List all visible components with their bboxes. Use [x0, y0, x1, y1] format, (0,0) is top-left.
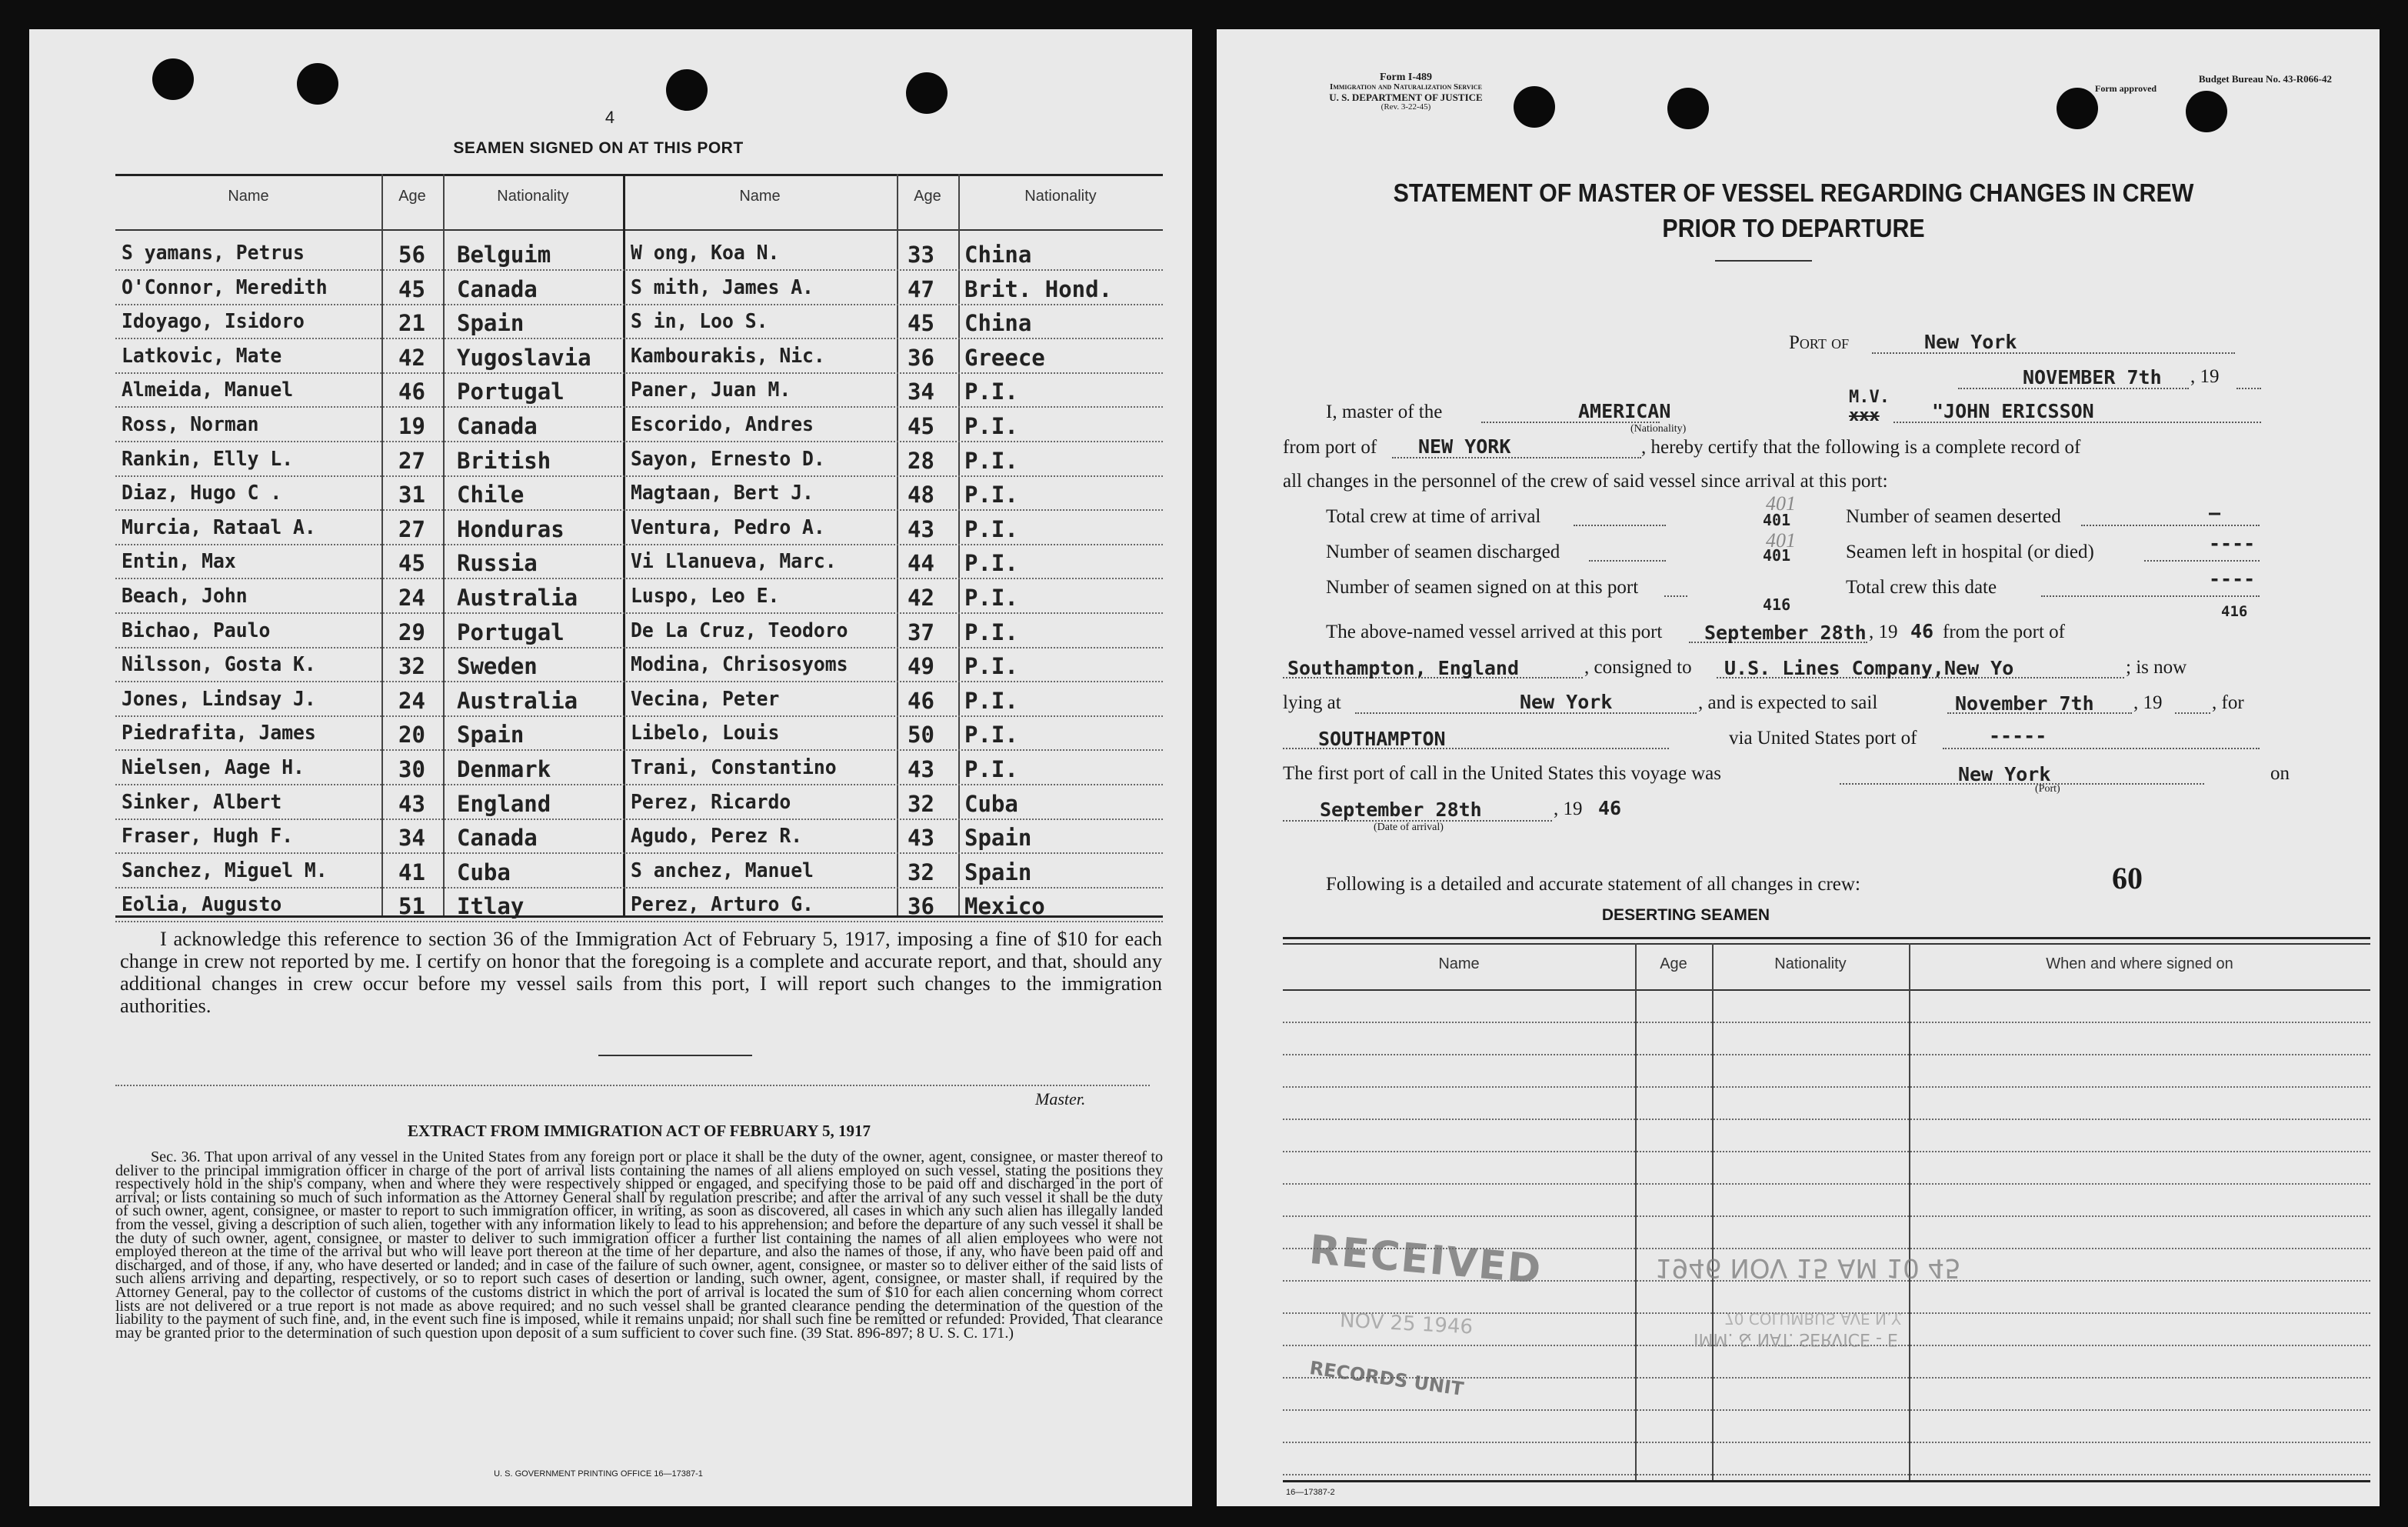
- crew-cell-n2: Trani, Constantino: [631, 756, 837, 779]
- crew-cell-a2: 43: [908, 825, 934, 852]
- crew-cell-a1: 45: [398, 550, 425, 577]
- crew-cell-a2: 43: [908, 756, 934, 782]
- crew-cell-a1: 45: [398, 275, 425, 302]
- crew-cell-n1: Ross, Norman: [122, 413, 259, 436]
- mirrored-date-stamp: 1946 NOV 15 AM 10 45: [1655, 1252, 1961, 1283]
- crew-cell-n2: Vi Llanueva, Marc.: [631, 550, 837, 574]
- crew-cell-n2: Kambourakis, Nic.: [631, 344, 825, 368]
- punch-hole-2: [297, 63, 338, 105]
- crew-cell-c1: Russia: [457, 550, 538, 577]
- arrived-date: September 28th: [1704, 622, 1867, 644]
- master-of-the-label: I, master of the: [1326, 402, 1443, 422]
- budget-number: Budget Bureau No. 43-R066-42: [2198, 73, 2332, 85]
- following-text: Following is a detailed and accurate statement of all changes in crew:: [1326, 874, 1860, 895]
- crew-cell-c1: Canada: [457, 413, 538, 439]
- port-of-label: Port of: [1789, 332, 1850, 353]
- crew-cell-c1: Itlay: [457, 893, 525, 920]
- crew-cell-a2: 49: [908, 653, 934, 680]
- crew-cell-n1: Bichao, Paulo: [122, 618, 271, 642]
- date-caption: (Date of arrival): [1374, 822, 1444, 833]
- master-signature-label: Master.: [1035, 1089, 1086, 1109]
- first-date-value: September 28th: [1320, 799, 1482, 821]
- vessel-name: "JOHN ERICSSON: [1932, 400, 2094, 422]
- crew-cell-a1: 19: [398, 413, 425, 439]
- crew-cell-c1: Denmark: [457, 756, 551, 782]
- section-title: SEAMEN SIGNED ON AT THIS PORT: [453, 139, 744, 157]
- crew-cell-a2: 45: [908, 310, 934, 337]
- table-row-rule: [115, 921, 1163, 922]
- column-header-4: Age: [914, 188, 941, 205]
- crew-cell-a1: 29: [398, 618, 425, 645]
- crew-cell-a1: 20: [398, 722, 425, 748]
- deserting-row-rule: [1283, 1442, 2370, 1443]
- acknowledgement-text: I acknowledge this reference to section 36 of the Immigration Act of February 5, 1917, imposing a fine of $10 for each change in crew not reported by me. I certify on honor that the foregoing is a complete and accurate report, and that, should any additional changes in crew occur before my vessel sails from this port, I will report such changes to the immigration authorities.: [120, 927, 1162, 1017]
- form-revision: (Rev. 3-22-45): [1381, 102, 1431, 112]
- deserting-row-rule: [1283, 1054, 2370, 1055]
- punch-hole-6: [1667, 88, 1709, 129]
- extract-text: Sec. 36. That upon arrival of any vessel in the United States from any foreign port or place it shall be the duty of the owner, agent, consignee, or master thereof to deliver to the principal immigration officer in charge of the port of arrival lists containing the names of all aliens employed on such vessel, stating the positions they respectively hold in the ship's company, when and where they were respectively shipped or engaged, and specifying those to be paid off and discharged in the port of arrival; or lists containing so much of such information as the Attorney General shall by regulation prescribe; and after the arrival of any such vessel it shall be the duty of such owner, agent, consignee, or master to report to such immigration officer, in writing, as soon as discovered, all cases in which any such alien has illegally landed from the vessel, giving a description of such alien, together with any information likely to lead to his apprehension; and before the departure of any such vessel it shall be the duty of such owner, agent, consignee, or master to deliver to such immigration officer a further list containing the names of all alien employees who were not employed thereon at the time of the arrival but who will leave port thereon at the time of her departure, and also the names of those, if any, who have been paid off and discharged, and of those, if any, who have deserted or landed; and in case of the failure of such owner, agent, consignee, or master so to deliver either of the said lists of such aliens arriving and departing, respectively, or so to report such cases of desertion or landing, such owner, agent, consignee, or master shall, if required by the Attorney General, pay to the collector of customs of the customs district in which the port of arrival is located the sum of $10 for each alien concerning whom correct lists are not delivered or a true report is not made as above required; and no such vessel shall be granted clearance pending the determination of the question of the liability to the payment of such fine, and, in the event such fine is imposed, while it remains unpaid; nor shall such fine be remitted or refunded: Provided, That clearance may be granted prior to the determination of such question upon deposit of a sum sufficient to cover such fine. (39 Stat. 896-897; 8 U. S. C. 171.): [115, 1149, 1163, 1342]
- signed-on-value: 416: [1763, 595, 1791, 614]
- crew-cell-n2: Paner, Juan M.: [631, 378, 791, 402]
- crew-cell-a1: 32: [398, 653, 425, 680]
- consignee: U.S. Lines Company,New Yo: [1724, 657, 2014, 679]
- crew-cell-c2: Mexico: [964, 893, 1045, 920]
- column-header-1: Age: [398, 188, 426, 205]
- deserting-column-header-1: Age: [1660, 955, 1687, 972]
- crew-cell-a2: 48: [908, 482, 934, 508]
- crew-cell-c2: China: [964, 310, 1032, 337]
- crew-cell-n1: Nilsson, Gosta K.: [122, 653, 316, 677]
- received-stamp: RECEIVED: [1307, 1226, 1544, 1294]
- deserting-row-rule: [1283, 1119, 2370, 1120]
- crew-cell-a2: 50: [908, 722, 934, 748]
- for-label: , for: [2212, 692, 2244, 713]
- year-suffix: , 19: [2190, 366, 2220, 387]
- right-footer: 16—17387-2: [1286, 1488, 1335, 1497]
- vessel-type-struck: xxx: [1849, 406, 1880, 425]
- crew-cell-a2: 42: [908, 585, 934, 611]
- crew-cell-a2: 32: [908, 790, 934, 817]
- deserting-row-rule: [1283, 1409, 2370, 1411]
- service-name: Immigration and Naturalization Service: [1330, 82, 1482, 92]
- port-caption: (Port): [2035, 783, 2060, 795]
- right-page: [1217, 29, 2380, 1506]
- deserting-row-rule: [1283, 1183, 2370, 1185]
- from-the-port-of: from the port of: [1943, 622, 2065, 642]
- table-row-rule: [115, 578, 1163, 579]
- first-port-value: New York: [1958, 763, 2051, 785]
- discharged-value: 401: [1763, 546, 1791, 565]
- crew-cell-c2: P.I.: [964, 618, 1018, 645]
- crew-cell-a2: 47: [908, 275, 934, 302]
- on-label: on: [2270, 763, 2290, 784]
- arrived-year: 46: [1910, 620, 1934, 642]
- left-footer: U. S. GOVERNMENT PRINTING OFFICE 16—17387-1: [494, 1469, 703, 1479]
- crew-cell-c2: P.I.: [964, 756, 1018, 782]
- table-row-rule: [115, 475, 1163, 477]
- date-value: NOVEMBER 7th: [2023, 366, 2162, 388]
- form-title: [1334, 175, 2253, 246]
- crew-cell-n1: Piedrafita, James: [122, 722, 316, 745]
- crew-cell-c1: Australia: [457, 687, 578, 714]
- crew-cell-n1: Entin, Max: [122, 550, 236, 574]
- crew-cell-c2: Greece: [964, 344, 1045, 371]
- certify-text: , hereby certify that the following is a complete record of: [1641, 437, 2081, 458]
- deserting-row-rule: [1283, 1474, 2370, 1475]
- table-row-rule: [115, 406, 1163, 408]
- lying-at-label: lying at: [1283, 692, 1341, 713]
- crew-cell-a1: 27: [398, 515, 425, 542]
- deserting-row-rule: [1283, 1022, 2370, 1023]
- column-header-2: Nationality: [497, 188, 569, 205]
- column-header-0: Name: [228, 188, 269, 205]
- crew-cell-a1: 24: [398, 687, 425, 714]
- crew-cell-n2: Perez, Ricardo: [631, 790, 791, 814]
- crew-cell-c2: P.I.: [964, 687, 1018, 714]
- crew-cell-c2: P.I.: [964, 413, 1018, 439]
- total-crew-arrival-label: Total crew at time of arrival: [1326, 506, 1541, 527]
- deserting-column-header-2: Nationality: [1774, 955, 1847, 972]
- handwritten-number: 60: [2112, 861, 2143, 895]
- page-number: 4: [604, 108, 615, 127]
- crew-cell-c2: P.I.: [964, 378, 1018, 405]
- table-row-rule: [115, 647, 1163, 648]
- signed-on-label: Number of seamen signed on at this port: [1326, 577, 1639, 598]
- crew-cell-n2: S mith, James A.: [631, 275, 814, 299]
- crew-cell-c1: Portugal: [457, 618, 565, 645]
- crew-cell-n2: S anchez, Manuel: [631, 859, 814, 882]
- crew-cell-a1: 56: [398, 242, 425, 268]
- deserting-row-rule: [1283, 1086, 2370, 1088]
- crew-cell-c1: Honduras: [457, 515, 565, 542]
- nationality-caption: (Nationality): [1630, 423, 1687, 435]
- crew-cell-a1: 34: [398, 825, 425, 852]
- crew-cell-a1: 27: [398, 447, 425, 474]
- crew-cell-c2: Brit. Hond.: [964, 275, 1113, 302]
- table-row-rule: [115, 784, 1163, 785]
- sail-date: November 7th: [1955, 692, 2094, 715]
- crew-cell-n2: Agudo, Perez R.: [631, 825, 803, 849]
- destination: SOUTHAMPTON: [1318, 728, 1446, 750]
- arrived-year-prefix: , 19: [1869, 622, 1898, 642]
- left-page: [29, 29, 1192, 1506]
- crew-cell-c1: Spain: [457, 310, 525, 337]
- crew-cell-n1: S yamans, Petrus: [122, 242, 305, 265]
- crew-cell-n1: Beach, John: [122, 585, 248, 608]
- port-of-value: New York: [1924, 331, 2017, 353]
- records-unit-stamp: RECORDS UNIT: [1308, 1357, 1465, 1400]
- vessel-type: M.V.: [1849, 388, 1890, 407]
- via-us-port-label: via United States port of: [1729, 728, 1917, 748]
- first-year-prefix: , 19: [1554, 799, 1583, 819]
- crew-cell-c1: Canada: [457, 825, 538, 852]
- table-row-rule: [115, 304, 1163, 305]
- crew-cell-c1: Sweden: [457, 653, 538, 680]
- deserting-row-rule: [1283, 1151, 2370, 1152]
- punch-hole-1: [152, 58, 194, 100]
- crew-cell-a2: 33: [908, 242, 934, 268]
- crew-cell-n1: Almeida, Manuel: [122, 378, 294, 402]
- table-row-rule: [115, 441, 1163, 442]
- form-number: Form I-489: [1379, 72, 1433, 83]
- crew-cell-a2: 37: [908, 618, 934, 645]
- total-crew-date-extra: 416: [2221, 603, 2248, 620]
- crew-cell-c1: Chile: [457, 482, 525, 508]
- crew-cell-c1: Canada: [457, 275, 538, 302]
- received-stamp-date: NOV 25 1946: [1339, 1309, 1474, 1339]
- crew-cell-a1: 30: [398, 756, 425, 782]
- crew-cell-n2: Sayon, Ernesto D.: [631, 447, 825, 471]
- crew-cell-a2: 45: [908, 413, 934, 439]
- deserting-column-header-3: When and where signed on: [2046, 955, 2233, 972]
- crew-cell-a2: 43: [908, 515, 934, 542]
- crew-cell-n1: O'Connor, Meredith: [122, 275, 328, 299]
- column-header-3: Name: [739, 188, 781, 205]
- crew-cell-a1: 46: [398, 378, 425, 405]
- crew-cell-a2: 44: [908, 550, 934, 577]
- crew-cell-c2: P.I.: [964, 653, 1018, 680]
- via-value: -----: [1989, 725, 2047, 747]
- crew-cell-a1: 31: [398, 482, 425, 508]
- crew-cell-a1: 51: [398, 893, 425, 920]
- deserted-label: Number of seamen deserted: [1846, 506, 2061, 527]
- crew-cell-c2: P.I.: [964, 482, 1018, 508]
- crew-cell-c1: Spain: [457, 722, 525, 748]
- table-row-rule: [115, 544, 1163, 545]
- all-changes-text: all changes in the personnel of the crew of said vessel since arrival at this port:: [1283, 471, 1888, 492]
- table-row-rule: [115, 715, 1163, 717]
- crew-cell-a2: 32: [908, 859, 934, 885]
- crew-cell-c2: Spain: [964, 859, 1032, 885]
- crew-cell-c2: P.I.: [964, 585, 1018, 611]
- crew-cell-c2: P.I.: [964, 447, 1018, 474]
- crew-cell-n2: Libelo, Louis: [631, 722, 780, 745]
- table-row-rule: [115, 852, 1163, 854]
- column-header-5: Nationality: [1024, 188, 1097, 205]
- crew-cell-n1: Fraser, Hugh F.: [122, 825, 294, 849]
- table-row-rule: [115, 819, 1163, 820]
- table-row-rule: [115, 612, 1163, 614]
- table-row-rule: [115, 887, 1163, 889]
- table-row-rule: [115, 372, 1163, 374]
- lying-at-value: New York: [1520, 691, 1613, 713]
- crew-cell-c1: Belguim: [457, 242, 551, 268]
- first-port-text: The first port of call in the United States this voyage was: [1283, 763, 1722, 784]
- table-row-rule: [115, 749, 1163, 751]
- discharged-label: Number of seamen discharged: [1326, 542, 1560, 562]
- crew-cell-n2: De La Cruz, Teodoro: [631, 618, 848, 642]
- crew-cell-n2: Modina, Chrisosyoms: [631, 653, 848, 677]
- table-row-rule: [115, 681, 1163, 682]
- form-title-line2: PRIOR TO DEPARTURE: [1662, 214, 1925, 242]
- crew-cell-n1: Idoyago, Isidoro: [122, 310, 305, 334]
- extract-title: EXTRACT FROM IMMIGRATION ACT OF FEBRUARY 5, 1917: [407, 1122, 871, 1140]
- crew-cell-c2: Cuba: [964, 790, 1018, 817]
- deserting-column-header-0: Name: [1438, 955, 1480, 972]
- crew-cell-n2: W ong, Koa N.: [631, 242, 780, 265]
- total-crew-arrival-handwritten: 401: [1766, 492, 1796, 515]
- is-now-label: ; is now: [2126, 657, 2187, 678]
- department-name: U. S. DEPARTMENT OF JUSTICE: [1329, 92, 1483, 103]
- from-port-label: from port of: [1283, 437, 1377, 458]
- crew-cell-n2: Magtaan, Bert J.: [631, 482, 814, 505]
- crew-cell-n1: Jones, Lindsay J.: [122, 687, 316, 711]
- from-port-value: NEW YORK: [1418, 435, 1511, 458]
- crew-cell-a2: 36: [908, 893, 934, 920]
- crew-cell-c1: Australia: [457, 585, 578, 611]
- crew-cell-a2: 46: [908, 687, 934, 714]
- deserting-title: DESERTING SEAMEN: [1601, 906, 1770, 924]
- expected-sail-label: , and is expected to sail: [1698, 692, 1878, 713]
- crew-cell-n2: Ventura, Pedro A.: [631, 515, 825, 539]
- crew-cell-a1: 42: [398, 344, 425, 371]
- crew-cell-c1: British: [457, 447, 551, 474]
- punch-hole-7: [2057, 88, 2098, 129]
- table-row-rule: [115, 269, 1163, 271]
- crew-cell-a1: 24: [398, 585, 425, 611]
- crew-cell-n2: S in, Loo S.: [631, 310, 768, 334]
- deserting-row-rule: [1283, 1215, 2370, 1217]
- crew-cell-n1: Murcia, Rataal A.: [122, 515, 316, 539]
- punch-hole-3: [666, 69, 708, 111]
- budget-block: [2086, 74, 2332, 94]
- crew-cell-c2: P.I.: [964, 515, 1018, 542]
- crew-cell-n2: Escorido, Andres: [631, 413, 814, 436]
- crew-cell-a1: 21: [398, 310, 425, 337]
- arrived-text: The above-named vessel arrived at this port: [1326, 622, 1663, 642]
- crew-cell-c2: P.I.: [964, 722, 1018, 748]
- form-title-line1: STATEMENT OF MASTER OF VESSEL REGARDING CHANGES IN CREW: [1393, 178, 2194, 207]
- crew-cell-n1: Diaz, Hugo C .: [122, 482, 282, 505]
- crew-cell-c1: England: [457, 790, 551, 817]
- crew-cell-n1: Sanchez, Miguel M.: [122, 859, 328, 882]
- table-row-rule: [115, 509, 1163, 511]
- punch-hole-4: [906, 72, 948, 114]
- first-year: 46: [1598, 797, 1622, 819]
- crew-cell-n1: Sinker, Albert: [122, 790, 282, 814]
- crew-cell-n1: Eolia, Augusto: [122, 893, 282, 917]
- consigned-to-label: , consigned to: [1584, 657, 1692, 678]
- crew-cell-a1: 41: [398, 859, 425, 885]
- hospital-value: ----: [2209, 532, 2256, 555]
- crew-cell-n2: Luspo, Leo E.: [631, 585, 780, 608]
- sail-year-prefix: , 19: [2133, 692, 2163, 713]
- crew-cell-c1: Cuba: [457, 859, 511, 885]
- hospital-label: Seamen left in hospital (or died): [1846, 542, 2094, 562]
- mirrored-service-stamp: IMM. & NAT. SERVICE - E: [1694, 1329, 1898, 1349]
- total-crew-date-value: ----: [2209, 568, 2256, 590]
- from-port-city: Southampton, England: [1287, 657, 1520, 679]
- crew-cell-a1: 43: [398, 790, 425, 817]
- punch-hole-8: [2186, 91, 2227, 132]
- total-crew-arrival-value: 401: [1763, 511, 1791, 529]
- form-header: [1267, 72, 1544, 112]
- crew-cell-n1: Latkovic, Mate: [122, 344, 282, 368]
- crew-cell-a2: 34: [908, 378, 934, 405]
- crew-cell-c2: China: [964, 242, 1032, 268]
- crew-cell-c2: P.I.: [964, 550, 1018, 577]
- nationality-value: AMERICAN: [1578, 400, 1671, 422]
- crew-cell-a2: 36: [908, 344, 934, 371]
- table-row-rule: [115, 338, 1163, 339]
- crew-cell-a2: 28: [908, 447, 934, 474]
- crew-cell-c1: Yugoslavia: [457, 344, 591, 371]
- crew-cell-n2: Vecina, Peter: [631, 687, 780, 711]
- total-crew-date-label: Total crew this date: [1846, 577, 1997, 598]
- discharged-handwritten: 401: [1766, 529, 1796, 552]
- deserted-value: —: [2209, 502, 2221, 524]
- crew-cell-n2: Perez, Arturo G.: [631, 893, 814, 917]
- form-approved: Form approved: [2095, 83, 2157, 94]
- crew-cell-n1: Rankin, Elly L.: [122, 447, 294, 471]
- crew-cell-c2: Spain: [964, 825, 1032, 852]
- crew-cell-n1: Nielsen, Aage H.: [122, 756, 305, 779]
- mirrored-address-stamp: 70 COLUMBUS AVE N.Y.: [1724, 1309, 1903, 1328]
- crew-cell-c1: Portugal: [457, 378, 565, 405]
